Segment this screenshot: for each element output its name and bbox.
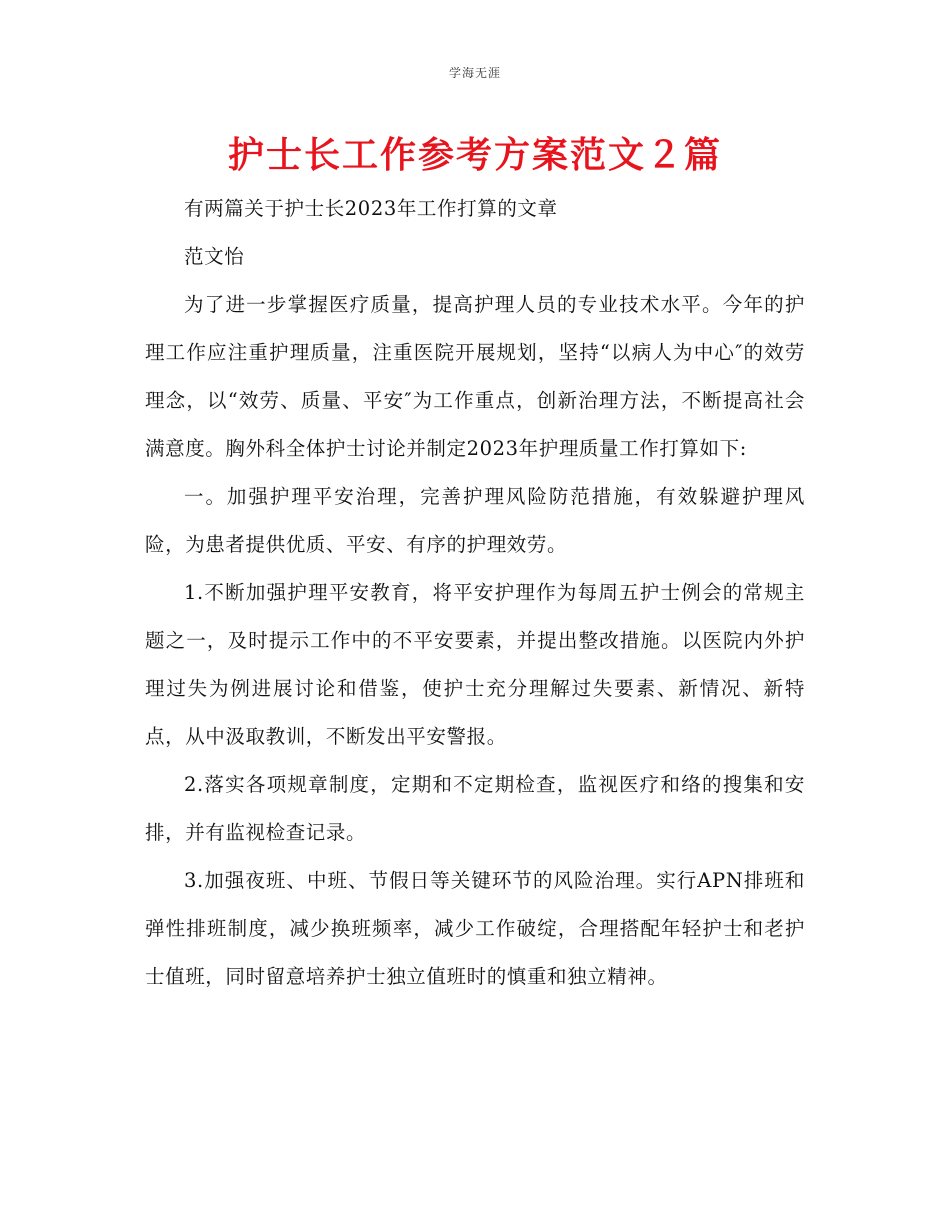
- paragraph-item-1: 1.不断加强护理平安教育，将平安护理作为每周五护士例会的常规主题之一，及时提示工作中的不平安要素，并提出整改措施。以医院内外护理过失为例进展讨论和借鉴，使护士充分理解过失要素、新情况、新特点，从中汲取教训，不断发出平安警报。: [145, 581, 805, 748]
- paragraph-item-2: 2.落实各项规章制度，定期和不定期检查，监视医疗和络的搜集和安排，并有监视检查记录。: [145, 773, 805, 844]
- page-header: 学海无涯: [448, 66, 501, 80]
- document-title: 护士长工作参考方案范文２篇: [227, 135, 722, 176]
- paragraph-overview: 为了进一步掌握医疗质量，提高护理人员的专业技术水平。今年的护理工作应注重护理质量，注重医院开展规划，坚持“以病人为中心″的效劳理念，以“效劳、质量、平安″为工作重点，创新治理方法，不断提高社会满意度。胸外科全体护士讨论并制定2023年护理质量工作打算如下:: [145, 293, 805, 460]
- paragraph-section-one: 一。加强护理平安治理，完善护理风险防范措施，有效躲避护理风险，为患者提供优质、平安、有序的护理效劳。: [145, 485, 805, 556]
- paragraph-intro: 有两篇关于护士长2023年工作打算的文章: [184, 197, 558, 220]
- paragraph-author: 范文怡: [184, 245, 245, 268]
- paragraph-item-3: 3.加强夜班、中班、节假日等关键环节的风险治理。实行APN排班和弹性排班制度，减少换班频率，减少工作破绽，合理搭配年轻护士和老护士值班，同时留意培养护士独立值班时的慎重和独立精神。: [145, 869, 805, 988]
- document-body: [145, 185, 805, 1001]
